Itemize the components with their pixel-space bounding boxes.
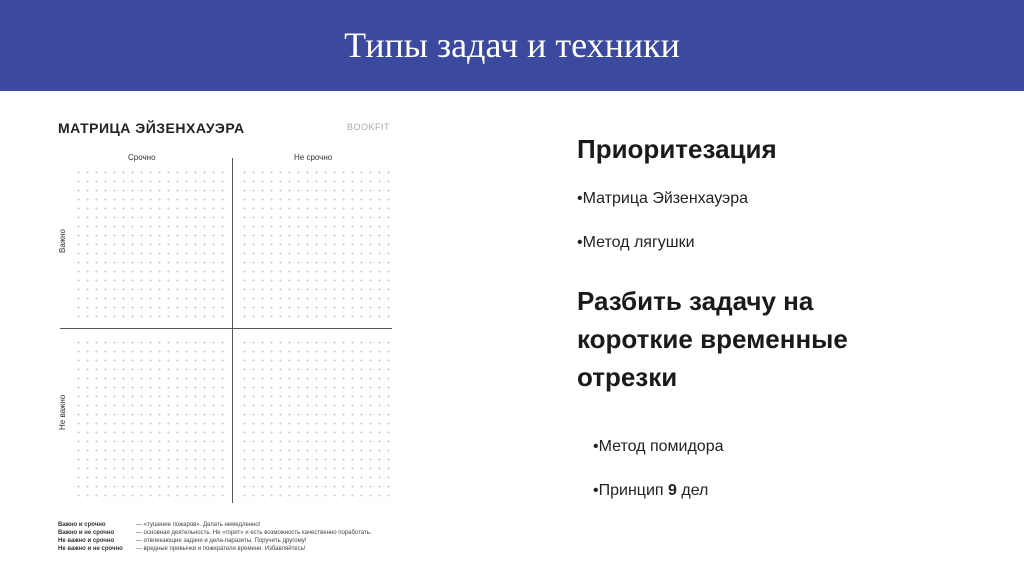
bullet-number: 9 [668, 482, 677, 499]
legend-desc: — основная деятельность. Не «горит» и есть возможность качественно поработать. [136, 530, 372, 536]
heading-line: короткие временные [577, 324, 848, 354]
bullet-mark: • [577, 234, 583, 251]
bullet-mark: • [593, 482, 599, 499]
row-label-not-important: Не важно [58, 394, 67, 430]
bullet-mark: • [593, 438, 599, 455]
legend-desc: — «тушение пожаров». Делать немедленно! [136, 522, 261, 528]
bullet-text: Метод лягушки [582, 234, 695, 251]
legend-term: Важно и не срочно [58, 530, 115, 536]
legend-row [58, 537, 388, 545]
bullet-text: Матрица Эйзенхауэра [582, 190, 748, 207]
legend-term: Не важно и не срочно [58, 546, 123, 552]
matrix-legend [58, 521, 388, 553]
heading-prioritization: Приоритезация [577, 134, 777, 164]
heading-split-task [577, 282, 1017, 396]
column-label-not-urgent: Не срочно [294, 153, 333, 162]
quadrant-grid-important-urgent [74, 168, 224, 320]
title-bar [0, 0, 1024, 91]
bullet-mark: • [577, 190, 583, 207]
bullet-text-suffix: дел [676, 482, 709, 499]
bullet-nine-tasks [593, 482, 1017, 500]
quadrant-grid-not-important-not-urgent [240, 338, 390, 498]
legend-term: Не важно и срочно [58, 538, 115, 544]
heading-line: отрезки [577, 362, 678, 392]
matrix-vertical-divider [232, 158, 233, 503]
legend-row [58, 521, 388, 529]
bullet-pomodoro [593, 438, 1017, 456]
bullet-eisenhower [577, 190, 1017, 208]
bullet-frog-method [577, 234, 1017, 252]
legend-term: Важно и срочно [58, 522, 106, 528]
matrix-title: МАТРИЦА ЭЙЗЕНХАУЭРА [58, 120, 245, 136]
slide-content [577, 130, 1017, 500]
matrix-horizontal-divider [60, 328, 392, 329]
quadrant-grid-not-important-urgent [74, 338, 224, 498]
slide-title: Типы задач и техники [344, 25, 680, 65]
eisenhower-matrix-image [40, 108, 400, 558]
column-label-urgent: Срочно [128, 153, 156, 162]
legend-row [58, 545, 388, 553]
legend-row [58, 529, 388, 537]
matrix-brand-logo: BOOKFIT [346, 122, 390, 132]
legend-desc: — вредные привычки и пожиратели времени. Избавляйтесь! [136, 546, 306, 552]
heading-line: Разбить задачу на [577, 286, 814, 316]
row-label-important: Важно [58, 228, 67, 253]
bullet-text-prefix: Принцип [598, 482, 668, 499]
bullet-text: Метод помидора [598, 438, 724, 455]
quadrant-grid-important-not-urgent [240, 168, 390, 320]
legend-desc: — отвлекающие задачи и дела-паразиты. Поручить другому! [136, 538, 307, 544]
